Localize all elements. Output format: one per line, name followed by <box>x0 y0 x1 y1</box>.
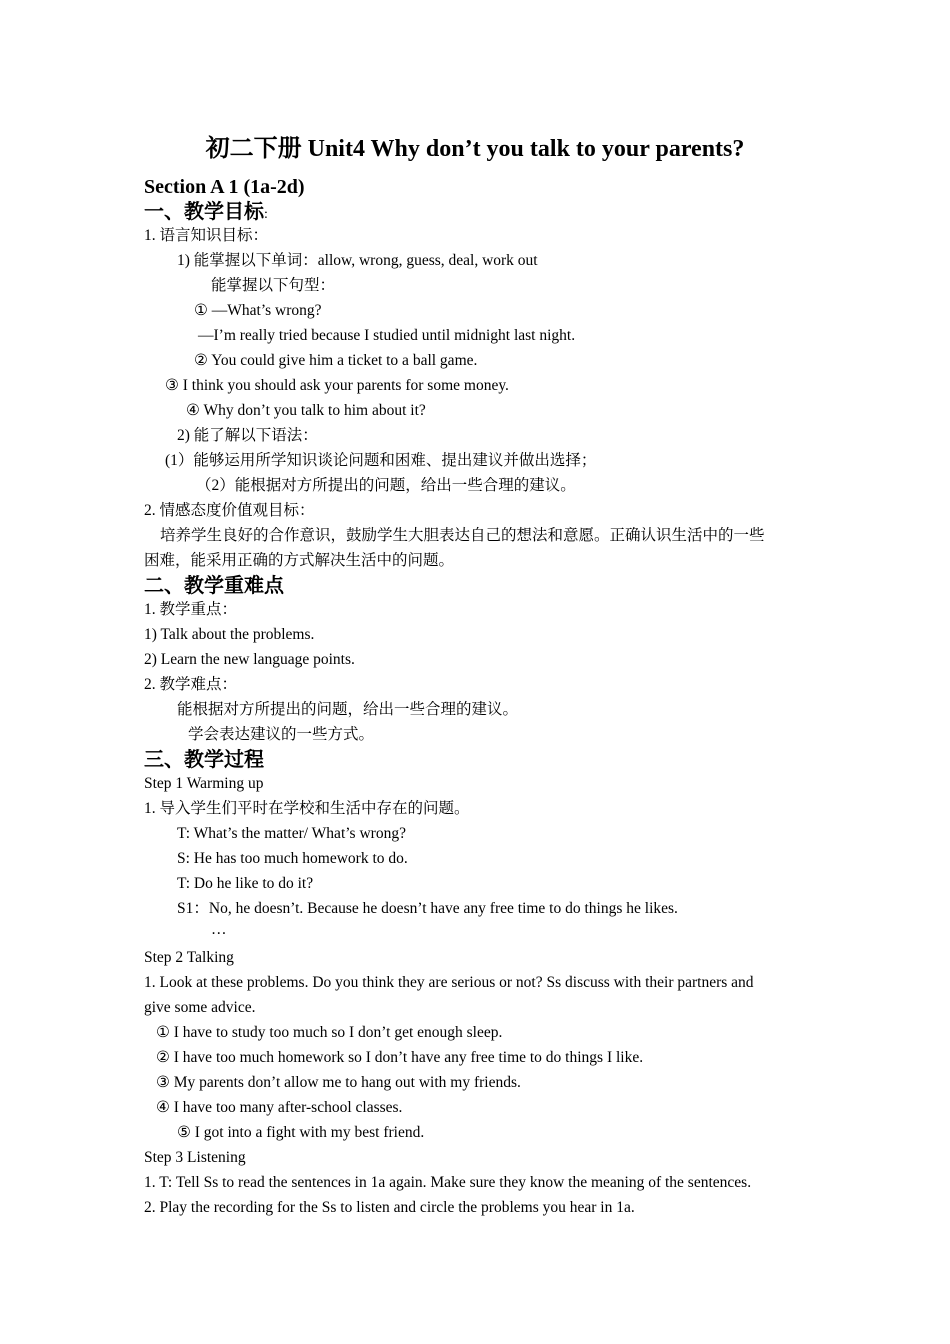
sentence-3: ③ I think you should ask your parents for some money. <box>165 377 509 394</box>
sentence-4: ④ Why don’t you talk to him about it? <box>186 402 426 419</box>
problem-3: ③ My parents don’t allow me to hang out with my friends. <box>156 1074 521 1091</box>
part1-heading-suffix: : <box>264 207 268 222</box>
step1-title: Step 1 Warming up <box>144 775 264 792</box>
part1-heading-text: 一、教学目标 <box>144 201 264 223</box>
problem-1: ① I have to study too much so I don’t get enough sleep. <box>156 1024 503 1041</box>
step2-title: Step 2 Talking <box>144 949 234 966</box>
grammar-intro: 2) 能了解以下语法： <box>177 427 318 444</box>
problem-2: ② I have too much homework so I don’t have any free time to do things I like. <box>156 1049 644 1066</box>
step2-item-line-1: 1. Look at these problems. Do you think they are serious or not? Ss discuss with their partners and <box>144 974 754 991</box>
grammar-2: （2）能根据对方所提出的问题，给出一些合理的建议。 <box>196 477 576 494</box>
problem-4: ④ I have too many after-school classes. <box>156 1099 403 1116</box>
step3-item-2: 2. Play the recording for the Ss to listen and circle the problems you hear in 1a. <box>144 1199 635 1216</box>
dialog-ellipsis: … <box>211 921 227 938</box>
step1-item: 1. 导入学生们平时在学校和生活中存在的问题。 <box>144 800 470 817</box>
document-title: 初二下册 Unit4 Why don’t you talk to your parents? <box>205 136 745 162</box>
attitude-goal-line-2: 困难，能采用正确的方式解决生活中的问题。 <box>144 552 455 569</box>
part2-heading: 二、教学重难点 <box>144 575 284 597</box>
grammar-1: (1）能够运用所学知识谈论问题和困难、提出建议并做出选择； <box>165 452 597 469</box>
sentences-intro: 能掌握以下句型： <box>211 277 336 294</box>
sentence-1a: ① —What’s wrong? <box>194 302 322 319</box>
section-heading: Section A 1 (1a-2d) <box>144 176 305 198</box>
key-points-title: 1. 教学重点： <box>144 601 238 618</box>
step3-title: Step 3 Listening <box>144 1149 246 1166</box>
step2-item-line-2: give some advice. <box>144 999 256 1016</box>
difficult-points-title: 2. 教学难点： <box>144 676 238 693</box>
key-point-2: 2) Learn the new language points. <box>144 651 355 668</box>
words-line: 1) 能掌握以下单词：allow, wrong, guess, deal, work out <box>177 252 538 269</box>
part3-heading: 三、教学过程 <box>144 749 264 771</box>
language-goal-title: 1. 语言知识目标： <box>144 227 269 244</box>
sentence-1b: —I’m really tried because I studied until midnight last night. <box>198 327 576 344</box>
attitude-goal-title: 2. 情感态度价值观目标： <box>144 502 315 519</box>
difficult-point-1: 能根据对方所提出的问题，给出一些合理的建议。 <box>177 701 519 718</box>
dialog-s1: S: He has too much homework to do. <box>177 850 408 867</box>
sentence-2: ② You could give him a ticket to a ball game. <box>194 352 478 369</box>
key-point-1: 1) Talk about the problems. <box>144 626 315 643</box>
problem-5: ⑤ I got into a fight with my best friend. <box>177 1124 425 1141</box>
dialog-s1b: S1：No, he doesn’t. Because he doesn’t have any free time to do things he likes. <box>177 900 678 917</box>
step3-item-1: 1. T: Tell Ss to read the sentences in 1a again. Make sure they know the meaning of the sentences. <box>144 1174 752 1191</box>
dialog-t2: T: Do he like to do it? <box>177 875 314 892</box>
difficult-point-2: 学会表达建议的一些方式。 <box>188 726 375 743</box>
dialog-t1: T: What’s the matter/ What’s wrong? <box>177 825 406 842</box>
attitude-goal-line-1: 培养学生良好的合作意识，鼓励学生大胆表达自己的想法和意愿。正确认识生活中的一些 <box>160 527 765 544</box>
